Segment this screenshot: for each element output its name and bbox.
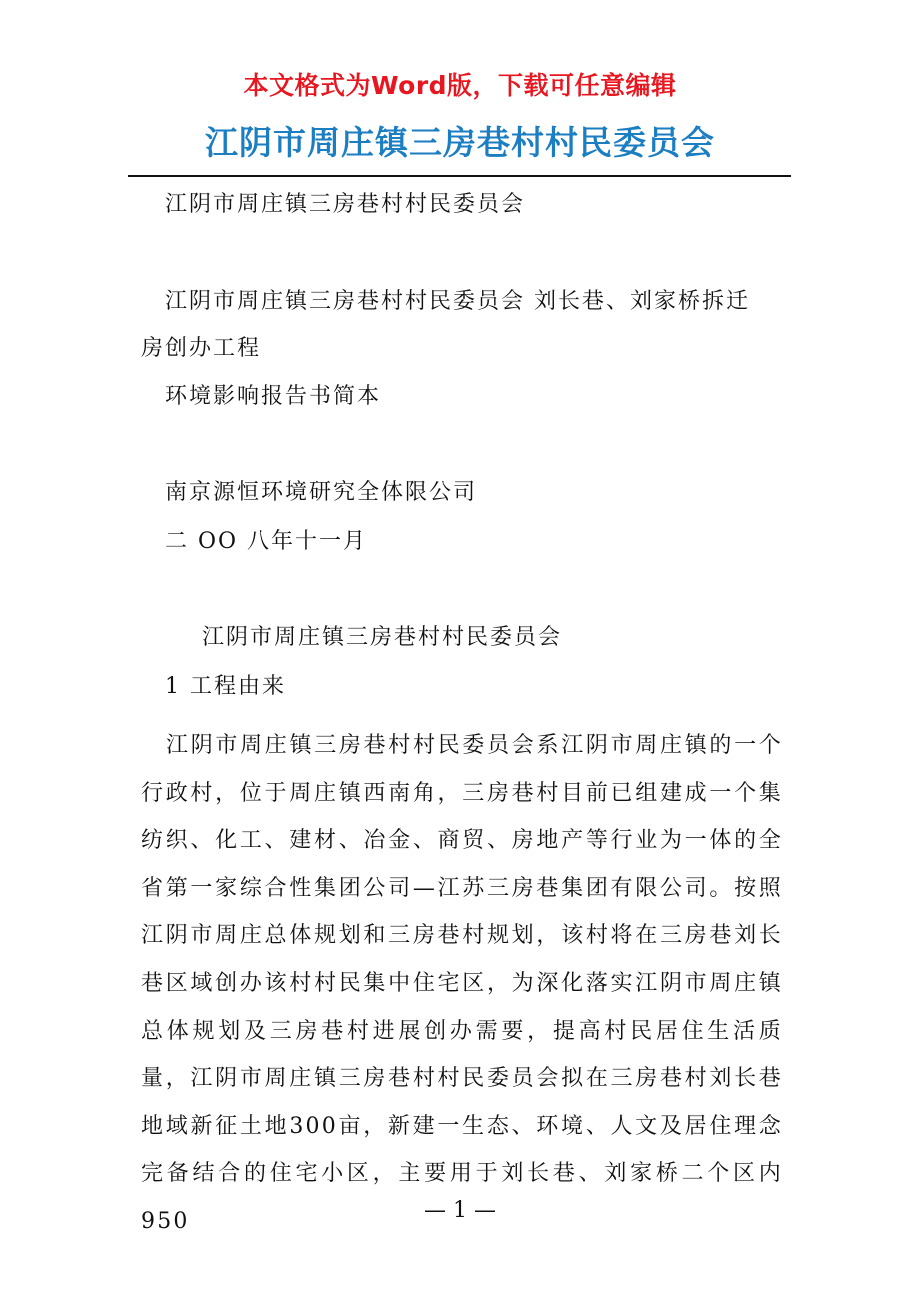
header-divider xyxy=(128,175,791,177)
format-notice: 本文格式为Word版，下载可任意编辑 xyxy=(243,71,677,100)
page-number: — 1 — xyxy=(424,1198,496,1223)
cover-project-line-1: 江阴市周庄镇三房巷村村民委员会 刘长巷、刘家桥拆迁 xyxy=(165,289,750,314)
body-paragraph: 江阴市周庄镇三房巷村村民委员会系江阴市周庄镇的一个行政村，位于周庄镇西南角，三房巷村目前已组建成一个集纺织、化工、建材、冶金、商贸、房地产等行业为一体的全省第一家综合性集团公司—江苏三房巷集团有限公司。按照江阴市周庄总体规划和三房巷村规划，该村将在三房巷刘长巷区域创办该村村民集中住宅区，为深化落实江阴市周庄镇总体规划及三房巷村进展创办需要，提高村民居住生活质量，江阴市周庄镇三房巷村村民委员会拟在三房巷村刘长巷地域新征土地300亩，新建一生态、环境、人文及居住理念完备结合的住宅小区，主要用于刘长巷、刘家桥二个区内950 xyxy=(141,733,783,1234)
cover-project-line-2: 房创办工程 xyxy=(141,336,262,361)
page-title: 江阴市周庄镇三房巷村村民委员会 xyxy=(205,123,715,162)
cover-company: 南京源恒环境研究全体限公司 xyxy=(165,480,478,505)
cover-report-type: 环境影响报告书简本 xyxy=(165,384,382,409)
cover-date: 二 OO 八年十一月 xyxy=(165,529,368,554)
body-heading: 江阴市周庄镇三房巷村村民委员会 xyxy=(202,625,563,650)
cover-org-line: 江阴市周庄镇三房巷村村民委员会 xyxy=(165,192,526,217)
section-title: 1 工程由来 xyxy=(165,674,286,699)
